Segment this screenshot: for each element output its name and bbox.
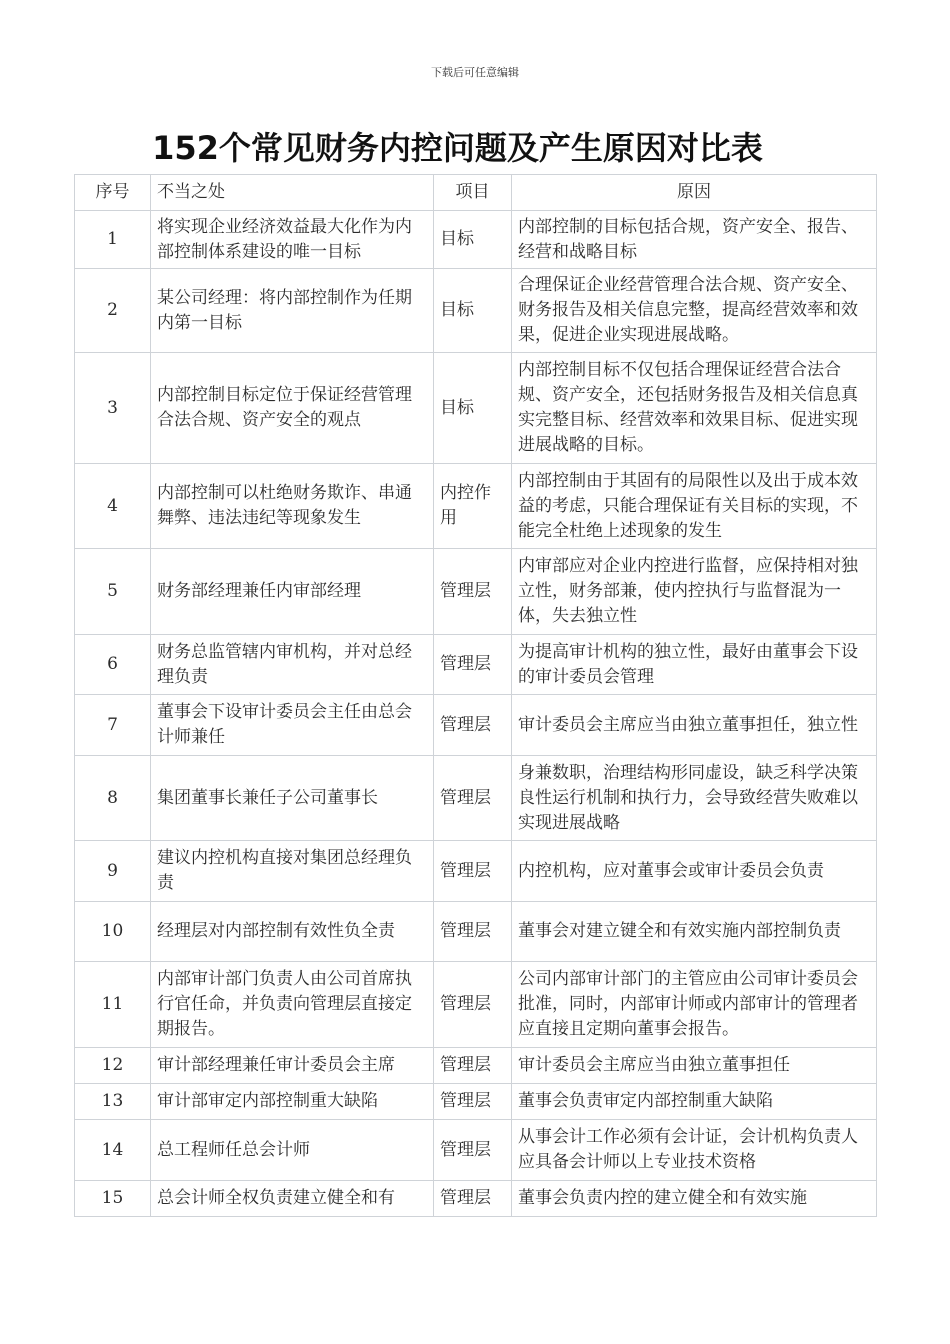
row-item: 管理层 — [434, 841, 512, 902]
row-number: 9 — [75, 841, 151, 902]
row-issue: 审计部经理兼任审计委员会主席 — [151, 1048, 434, 1084]
row-reason: 董事会对建立键全和有效实施内部控制负责 — [512, 902, 877, 962]
row-number: 6 — [75, 635, 151, 695]
table-row — [75, 695, 877, 756]
row-issue: 内部审计部门负责人由公司首席执行官任命，并负责向管理层直接定期报告。 — [151, 962, 434, 1048]
row-reason: 董事会负责内控的建立健全和有效实施 — [512, 1181, 877, 1217]
row-item: 目标 — [434, 269, 512, 353]
row-item: 内控作用 — [434, 464, 512, 549]
row-number: 2 — [75, 269, 151, 353]
row-reason: 审计委员会主席应当由独立董事担任 — [512, 1048, 877, 1084]
row-reason: 内部控制由于其固有的局限性以及出于成本效益的考虑，只能合理保证有关目标的实现，不能完全杜绝上述现象的发生 — [512, 464, 877, 549]
row-item: 管理层 — [434, 962, 512, 1048]
header-note: 下载后可任意编辑 — [431, 66, 519, 79]
row-issue: 将实现企业经济效益最大化作为内部控制体系建设的唯一目标 — [151, 211, 434, 269]
table-row — [75, 464, 877, 549]
table-row — [75, 962, 877, 1048]
row-number: 5 — [75, 549, 151, 635]
row-reason: 公司内部审计部门的主管应由公司审计委员会批准，同时，内部审计师或内部审计的管理者应直接且定期向董事会报告。 — [512, 962, 877, 1048]
row-issue: 董事会下设审计委员会主任由总会计师兼任 — [151, 695, 434, 756]
header-reason: 原因 — [512, 175, 877, 211]
row-item: 管理层 — [434, 549, 512, 635]
row-reason: 内审部应对企业内控进行监督，应保持相对独立性，财务部兼，使内控执行与监督混为一体，失去独立性 — [512, 549, 877, 635]
row-issue: 某公司经理：将内部控制作为任期内第一目标 — [151, 269, 434, 353]
row-reason: 内部控制目标不仅包括合理保证经营合法合规、资产安全，还包括财务报告及相关信息真实完整目标、经营效率和效果目标、促进实现进展战略的目标。 — [512, 353, 877, 464]
table-row — [75, 756, 877, 841]
header-number: 序号 — [75, 175, 151, 211]
row-issue: 经理层对内部控制有效性负全责 — [151, 902, 434, 962]
row-reason: 内控机构，应对董事会或审计委员会负责 — [512, 841, 877, 902]
row-item: 管理层 — [434, 1084, 512, 1120]
row-item: 管理层 — [434, 1120, 512, 1181]
row-item: 管理层 — [434, 902, 512, 962]
row-issue: 审计部审定内部控制重大缺陷 — [151, 1084, 434, 1120]
row-reason: 内部控制的目标包括合规，资产安全、报告、经营和战略目标 — [512, 211, 877, 269]
row-number: 7 — [75, 695, 151, 756]
table-row — [75, 1048, 877, 1084]
row-number: 4 — [75, 464, 151, 549]
document-title: 152个常见财务内控问题及产生原因对比表 — [152, 129, 763, 167]
row-number: 14 — [75, 1120, 151, 1181]
row-issue: 财务部经理兼任内审部经理 — [151, 549, 434, 635]
row-number: 3 — [75, 353, 151, 464]
table-header-row — [75, 175, 877, 211]
table-row — [75, 353, 877, 464]
header-issue: 不当之处 — [151, 175, 434, 211]
table-row — [75, 549, 877, 635]
table-row — [75, 211, 877, 269]
table-row — [75, 841, 877, 902]
row-number: 8 — [75, 756, 151, 841]
row-item: 管理层 — [434, 1181, 512, 1217]
row-number: 10 — [75, 902, 151, 962]
table-row — [75, 1181, 877, 1217]
table-row — [75, 902, 877, 962]
row-number: 11 — [75, 962, 151, 1048]
row-item: 管理层 — [434, 635, 512, 695]
table-row — [75, 635, 877, 695]
row-issue: 建议内控机构直接对集团总经理负责 — [151, 841, 434, 902]
table-row — [75, 1120, 877, 1181]
row-reason: 从事会计工作必须有会计证，会计机构负责人应具备会计师以上专业技术资格 — [512, 1120, 877, 1181]
row-item: 管理层 — [434, 695, 512, 756]
row-number: 12 — [75, 1048, 151, 1084]
row-issue: 集团董事长兼任子公司董事长 — [151, 756, 434, 841]
row-issue: 总会计师全权负责建立健全和有 — [151, 1181, 434, 1217]
comparison-table — [74, 174, 877, 1217]
row-number: 15 — [75, 1181, 151, 1217]
row-item: 管理层 — [434, 1048, 512, 1084]
row-issue: 总工程师任总会计师 — [151, 1120, 434, 1181]
row-number: 13 — [75, 1084, 151, 1120]
row-item: 目标 — [434, 353, 512, 464]
table-row — [75, 1084, 877, 1120]
row-issue: 内部控制可以杜绝财务欺诈、串通舞弊、违法违纪等现象发生 — [151, 464, 434, 549]
header-item: 项目 — [434, 175, 512, 211]
table-row — [75, 269, 877, 353]
row-issue: 财务总监管辖内审机构，并对总经理负责 — [151, 635, 434, 695]
row-reason: 审计委员会主席应当由独立董事担任，独立性 — [512, 695, 877, 756]
row-reason: 董事会负责审定内部控制重大缺陷 — [512, 1084, 877, 1120]
row-reason: 合理保证企业经营管理合法合规、资产安全、财务报告及相关信息完整，提高经营效率和效果，促进企业实现进展战略。 — [512, 269, 877, 353]
row-item: 目标 — [434, 211, 512, 269]
row-issue: 内部控制目标定位于保证经营管理合法合规、资产安全的观点 — [151, 353, 434, 464]
row-reason: 为提高审计机构的独立性，最好由董事会下设的审计委员会管理 — [512, 635, 877, 695]
row-number: 1 — [75, 211, 151, 269]
row-item: 管理层 — [434, 756, 512, 841]
row-reason: 身兼数职，治理结构形同虚设，缺乏科学决策良性运行机制和执行力，会导致经营失败难以实现进展战略 — [512, 756, 877, 841]
